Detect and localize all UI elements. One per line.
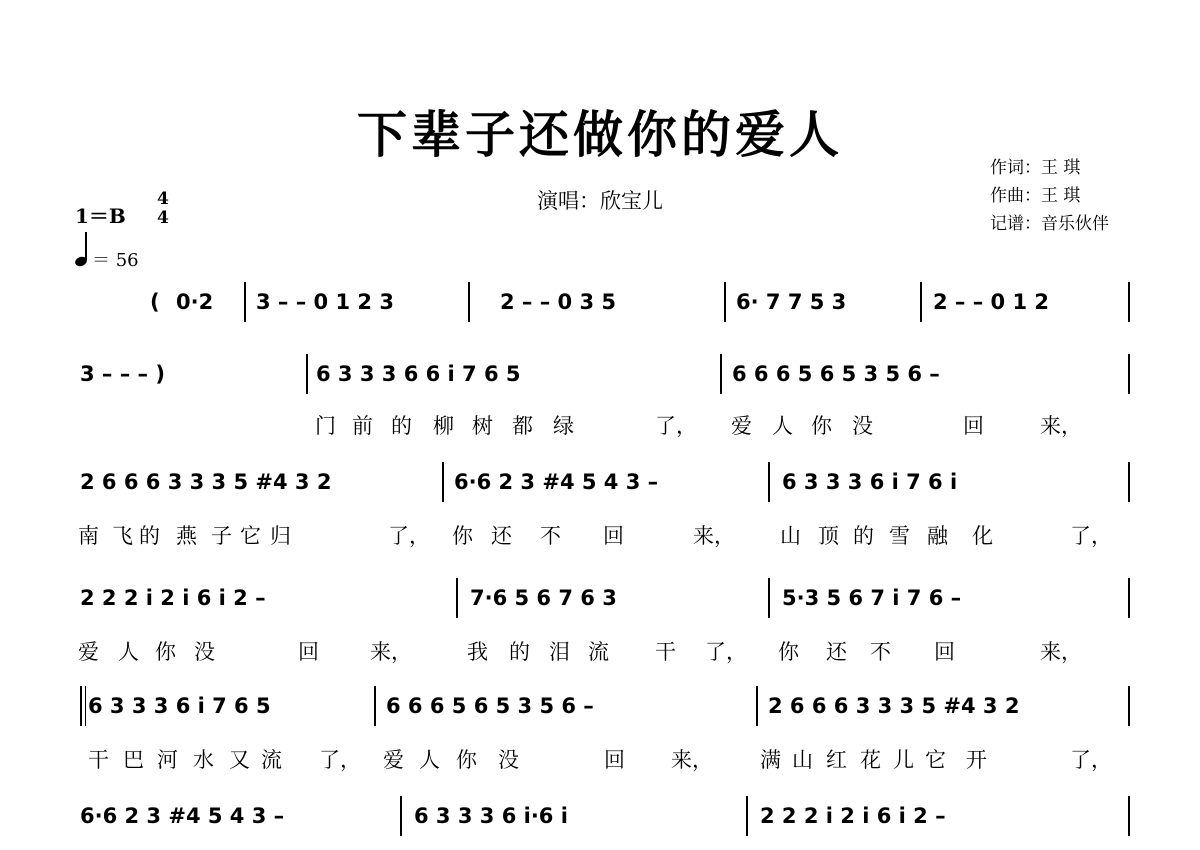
lyric-char: 来， [1040,414,1082,438]
lyric-char: 还 [826,640,847,664]
lyric-char: 的 [139,524,160,548]
note-group: 2 – – 0 1 2 [933,290,1050,314]
lyric-char: 绿 [553,414,574,438]
lyric-char: 来， [1040,640,1082,664]
lyric-char: 柳 [433,414,454,438]
lyric-char: 了， [655,414,697,438]
lyric-char: 花 [860,748,881,772]
lyric-char: 你 [456,748,477,772]
score-row [0,290,1200,324]
lyric-char: 人 [772,414,793,438]
lyric-char: 了， [319,748,361,772]
lyric-char: 流 [261,748,282,772]
lyric-char: 的 [509,640,530,664]
note-group: 2 6 6 6 3 3 3 5 #4 3 2 [80,470,332,494]
lyric-char: 我 [467,640,488,664]
transcriber-credit: 记谱：音乐伙伴 [990,214,1109,234]
lyric-char: 的 [391,414,412,438]
lyric-char: 南 [78,524,99,548]
time-signature-bottom: 4 [157,208,169,228]
tempo-marking: ＝ 56 [92,250,139,271]
lyric-char: 都 [512,414,533,438]
note-group: 2 2 2 i 2 i 6 i 2 – [80,586,266,610]
score-row [0,804,1200,838]
lyric-char: 你 [452,524,473,548]
lyric-char: 你 [155,640,176,664]
lyric-char: 干 [88,748,109,772]
song-title: 下辈子还做你的爱人 [357,105,843,164]
lyric-char: 来， [693,524,735,548]
note-group: 6 3 3 3 6 i·6 i [414,804,568,828]
lyric-char: 燕 [176,524,197,548]
lyric-char: 回 [963,414,984,438]
note-group: 6· 7 7 5 3 [736,290,847,314]
lyric-char: 顶 [818,524,839,548]
lyric-char: 儿 [893,748,914,772]
lyric-char: 雪 [889,524,910,548]
lyric-char: 爱 [383,748,404,772]
lyric-char: 回 [604,748,625,772]
note-group: 6 3 3 3 6 i 7 6 i [782,470,958,494]
note-group: 6·6 2 3 #4 5 4 3 – [454,470,659,494]
lyric-line [0,744,1200,774]
lyric-char: 化 [972,524,993,548]
lyric-char: 满 [760,748,781,772]
score-row [0,362,1200,396]
lyric-char: 没 [852,414,873,438]
time-signature [157,190,169,228]
lyric-char: 人 [118,640,139,664]
lyric-char: 子 [211,524,232,548]
lyric-char: 了， [1070,748,1112,772]
lyric-char: 没 [194,640,215,664]
lyric-char: 水 [193,748,214,772]
lyric-line [0,636,1200,666]
lyric-char: 前 [352,414,373,438]
lyric-char: 河 [157,748,178,772]
score-row [0,470,1200,504]
lyric-char: 流 [588,640,609,664]
lyric-char: 了， [705,640,747,664]
score-row [0,586,1200,620]
lyric-char: 山 [792,748,813,772]
lyric-char: 人 [419,748,440,772]
lyric-char: 回 [934,640,955,664]
lyric-char: 没 [498,748,519,772]
lyric-char: 红 [826,748,847,772]
lyric-char: 来， [671,748,713,772]
lyric-char: 它 [925,748,946,772]
lyric-char: 飞 [112,524,133,548]
note-group: 5·3 5 6 7 i 7 6 – [782,586,962,610]
lyric-char: 不 [870,640,891,664]
note-group: 6·6 2 3 #4 5 4 3 – [80,804,285,828]
lyric-char: 爱 [731,414,752,438]
lyric-line [0,410,1200,440]
lyricist-credit: 作词：王 琪 [990,158,1081,178]
lyric-char: 来， [370,640,412,664]
note-group: 6 3 3 3 6 i 7 6 5 [88,694,271,718]
lyric-char: 你 [778,640,799,664]
note-group: 6 6 6 5 6 5 3 5 6 – [386,694,594,718]
note-group: 2 6 6 6 3 3 3 5 #4 3 2 [768,694,1020,718]
score-row [0,694,1200,728]
note-group: 6 6 6 5 6 5 3 5 6 – [732,362,940,386]
lyric-char: 还 [491,524,512,548]
lyric-char: 的 [853,524,874,548]
lyric-char: 巴 [123,748,144,772]
lyric-char: 它 [240,524,261,548]
note-group: 3 – – – ) [80,362,165,386]
lyric-char: 又 [229,748,250,772]
note-group: ( [150,290,160,314]
lyric-char: 回 [603,524,624,548]
note-group: 2 – – 0 3 5 [500,290,617,314]
singer-credit: 演唱：欣宝儿 [537,189,663,213]
composer-credit: 作曲：王 琪 [990,186,1081,206]
lyric-char: 泪 [549,640,570,664]
lyric-char: 爱 [78,640,99,664]
time-signature-top: 4 [157,189,169,209]
key-signature: 1＝B [75,204,126,228]
lyric-char: 树 [472,414,493,438]
lyric-char: 了， [1070,524,1112,548]
note-group: 3 – – 0 1 2 3 [256,290,394,314]
note-group: 7·6 5 6 7 6 3 [470,586,617,610]
lyric-char: 融 [927,524,948,548]
lyric-line [0,520,1200,550]
lyric-char: 回 [298,640,319,664]
note-group: 0·2 [176,290,214,314]
lyric-char: 山 [780,524,801,548]
lyric-char: 了， [388,524,430,548]
lyric-char: 不 [540,524,561,548]
note-group: 2 2 2 i 2 i 6 i 2 – [760,804,946,828]
lyric-char: 归 [270,524,291,548]
lyric-char: 开 [966,748,987,772]
lyric-char: 干 [655,640,676,664]
lyric-char: 你 [811,414,832,438]
lyric-char: 门 [315,414,336,438]
note-group: 6 3 3 3 6 6 i 7 6 5 [316,362,521,386]
